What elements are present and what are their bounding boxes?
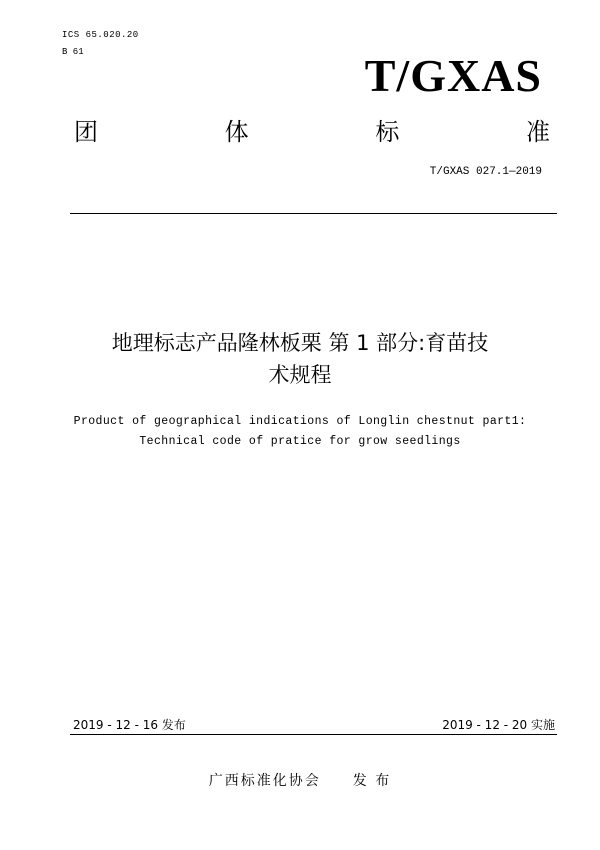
standard-type-char: 准 xyxy=(525,118,550,146)
english-title-line: Technical code of pratice for grow seedlings xyxy=(139,435,461,448)
chinese-title-line: 地理标志产品隆林板栗 第 1 部分:育苗技 xyxy=(111,331,489,355)
standard-brand: T/GXAS xyxy=(364,50,542,101)
chinese-title xyxy=(50,327,550,391)
issuer xyxy=(0,772,600,790)
standard-type-char: 标 xyxy=(375,118,400,146)
standard-type xyxy=(74,118,550,146)
english-title xyxy=(30,412,570,452)
ics-code: ICS 65.020.20 xyxy=(62,30,139,40)
english-title-line: Product of geographical indications of Longlin chestnut part1: xyxy=(73,415,527,428)
standard-number: T/GXAS 027.1—2019 xyxy=(429,166,542,178)
header-divider xyxy=(70,213,557,214)
publish-date: 2019 - 12 - 16 发布 xyxy=(73,718,186,732)
ccs-code: B 61 xyxy=(62,47,84,57)
issuer-org: 广西标准化协会 xyxy=(208,773,321,789)
implementation-date: 2019 - 12 - 20 实施 xyxy=(442,718,555,732)
chinese-title-line: 术规程 xyxy=(268,363,332,387)
standard-type-char: 团 xyxy=(74,118,98,146)
standard-type-char: 体 xyxy=(224,118,249,146)
issuer-action: 发 布 xyxy=(352,773,392,789)
footer-divider xyxy=(70,734,557,735)
